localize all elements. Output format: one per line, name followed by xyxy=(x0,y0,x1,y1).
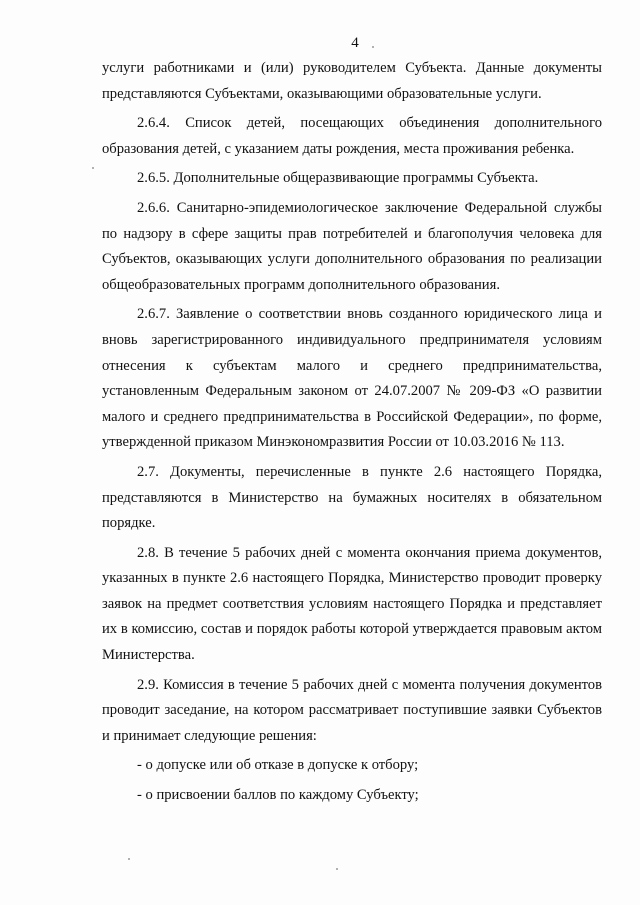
paragraph-2-8: 2.8. В течение 5 рабочих дней с момента окончания приема документов, указанных в пункте 2.6 настоящего Порядка, Министерство проводит проверку заявок на предмет соответствия условиям настоящего Порядка и представляет их в комиссию, состав и порядок работы которой утверждается правовым актом Министерства. xyxy=(102,544,602,664)
scan-speck xyxy=(92,167,94,169)
paragraph-2-6-7: 2.6.7. Заявление о соответствии вновь созданного юридического лица и вновь зарегистрированного индивидуального предпринимателя условиям отнесения к субъектам малого и среднего предпринимательства, установленным Федеральным законом от 24.07.2007 № 209-ФЗ «О развитии малого и среднего предпринимательства в Российской Федерации», по форме, утвержденной приказом Минэкономразвития России от 10.03.2016 № 113. xyxy=(102,306,602,451)
list-item: - о присвоении баллов по каждому Субъекту; xyxy=(137,787,419,804)
paragraph-2-6-4: 2.6.4. Список детей, посещающих объединения дополнительного образования детей, с указанием даты рождения, места проживания ребенка. xyxy=(102,115,602,157)
scan-speck xyxy=(372,46,374,48)
scan-speck xyxy=(336,868,338,870)
paragraph-2-7: 2.7. Документы, перечисленные в пункте 2.6 настоящего Порядка, представляются в Министерство на бумажных носителях в обязательном порядке. xyxy=(102,463,602,532)
paragraph-2-6-5: 2.6.5. Дополнительные общеразвивающие программы Субъекта. xyxy=(137,170,539,187)
list-item: - о допуске или об отказе в допуске к отбору; xyxy=(137,757,419,774)
page-number: 4 xyxy=(351,35,359,51)
document-body xyxy=(102,56,602,813)
scan-speck xyxy=(128,858,130,860)
paragraph-2-9: 2.9. Комиссия в течение 5 рабочих дней с момента получения документов проводит заседание, на котором рассматривает поступившие заявки Субъектов и принимает следующие решения: xyxy=(102,676,602,744)
paragraph-2-6-6: 2.6.6. Санитарно-эпидемиологическое заключение Федеральной службы по надзору в сфере защиты прав потребителей и благополучия человека для Субъектов, оказывающих услуги дополнительного образования по реализации общеобразовательных программ дополнительного образования. xyxy=(102,199,602,293)
paragraph-intro: услуги работниками и (или) руководителем Субъекта. Данные документы представляются Субъектами, оказывающими образовательные услуги. xyxy=(102,60,602,102)
